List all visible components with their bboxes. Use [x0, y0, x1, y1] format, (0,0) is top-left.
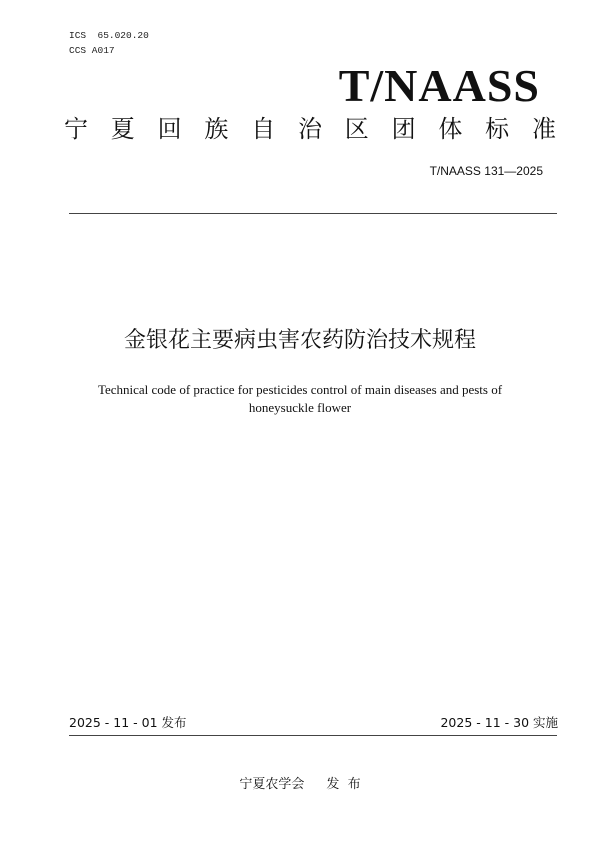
- org-char: 标: [485, 115, 510, 143]
- english-title-line-1: Technical code of practice for pesticides control of main diseases and pests of: [97, 382, 503, 397]
- implementation-date: 2025 - 11 - 30 实施: [440, 715, 558, 730]
- org-char: 准: [531, 115, 556, 143]
- org-char: 体: [438, 115, 463, 143]
- release-date: 2025 - 11 - 01 发布: [69, 715, 187, 730]
- document-title-english: [60, 381, 540, 417]
- organization-standard-heading: [64, 112, 556, 146]
- ccs-code: CCS A017: [69, 45, 115, 56]
- english-title-line-2: honeysuckle flower: [248, 400, 352, 415]
- footer-divider: [69, 735, 557, 736]
- classification-block: [69, 28, 149, 58]
- issuer-line: [0, 776, 600, 794]
- issuer-action: 发 布: [326, 777, 361, 792]
- org-char: 自: [251, 115, 276, 143]
- org-char: 治: [297, 115, 322, 143]
- org-char: 夏: [110, 115, 135, 143]
- org-char: 区: [344, 115, 369, 143]
- header-divider: [69, 213, 557, 214]
- org-char: 族: [204, 115, 229, 143]
- org-char: 回: [157, 115, 182, 143]
- org-char: 宁: [64, 115, 88, 143]
- issuer-name: 宁夏农学会: [239, 777, 305, 792]
- document-title-chinese: 金银花主要病虫害农药防治技术规程: [123, 328, 476, 353]
- standard-brand-mark: T/NAASS: [338, 60, 540, 111]
- ics-code: ICS 65.020.20: [69, 30, 149, 41]
- standard-number: T/NAASS 131—2025: [429, 164, 543, 178]
- org-char: 团: [391, 115, 416, 143]
